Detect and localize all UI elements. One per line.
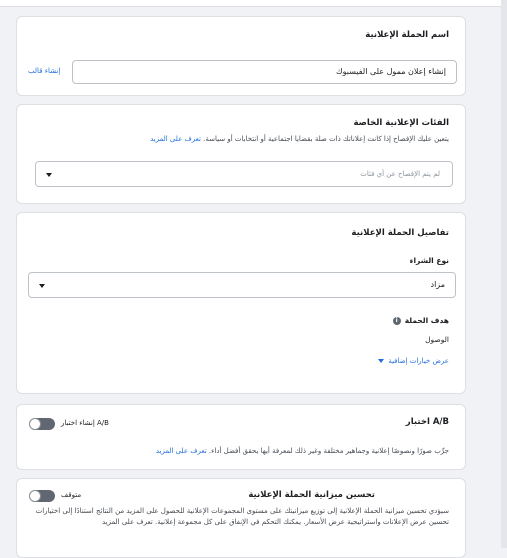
budget-optimization-toggle[interactable] xyxy=(29,490,55,502)
special-categories-card xyxy=(16,104,466,204)
objective-value: الوصول xyxy=(425,335,449,344)
campaign-name-input[interactable] xyxy=(72,60,457,84)
create-template-link[interactable]: إنشاء قالب xyxy=(28,67,61,75)
ab-test-heading xyxy=(406,417,449,427)
special-categories-description xyxy=(29,135,449,143)
more-options-row[interactable] xyxy=(378,357,449,365)
buy-type-select[interactable] xyxy=(28,272,456,298)
campaign-details-card xyxy=(16,212,466,394)
budget-optimization-description: سيؤدي تحسين ميزانية الحملة الإعلانية إلى توزيع ميزانيتك على مستوى المجموعات الإعلانية للحصول على المزيد من النتائج استنادًا إلى اختيارات تحسين عرض الإعلانات واستراتيجية عرض الأسعار. يمكنك التحكم في الإنفاق على كل مجموعة إعلانية. تعرف على المزيد xyxy=(35,507,449,526)
special-categories-placeholder: لم يتم الإفصاح عن أي فئات xyxy=(360,170,440,178)
campaign-name-value: إنشاء إعلان ممول على الفيسبوك xyxy=(336,67,446,76)
more-options-link[interactable]: عرض خيارات إضافية xyxy=(388,357,449,365)
budget-optimization-card xyxy=(16,478,466,558)
chevron-down-icon xyxy=(46,173,52,177)
chevron-down-icon xyxy=(39,284,45,288)
ab-test-toggle-label: إنشاء اختبار A/B xyxy=(61,419,109,427)
chevron-down-icon xyxy=(378,359,384,363)
budget-optimization-status: متوقف xyxy=(61,491,82,499)
campaign-details-heading: تفاصيل الحملة الإعلانية xyxy=(351,228,449,238)
buy-type-value: مزاد xyxy=(430,280,445,289)
ab-test-toggle[interactable] xyxy=(29,418,55,430)
scrollbar-track[interactable] xyxy=(501,0,507,548)
objective-label: هدف الحملة xyxy=(404,316,449,325)
objective-label-row xyxy=(393,316,449,325)
special-categories-learn-more[interactable]: تعرف على المزيد xyxy=(150,135,201,143)
info-icon[interactable]: i xyxy=(393,317,401,325)
special-categories-select[interactable] xyxy=(35,161,453,187)
buy-type-label: نوع الشراء xyxy=(409,256,449,265)
ab-test-heading-text: اختبار A/B xyxy=(405,417,449,427)
ab-test-description xyxy=(29,447,449,455)
special-categories-heading: الفئات الإعلانية الخاصة xyxy=(353,118,449,128)
campaign-name-heading: اسم الحملة الإعلانية xyxy=(365,30,449,40)
toggle-knob xyxy=(29,418,41,430)
campaign-name-card xyxy=(16,16,466,96)
budget-optimization-heading: تحسين ميزانية الحملة الإعلانية xyxy=(248,490,375,500)
ab-test-card xyxy=(16,404,466,470)
ab-test-description-text: جرِّب صورًا ونصوصًا إعلانية وجماهير مختلفة وغير ذلك لمعرفة أيها يحقق أفضل أداء. xyxy=(208,447,449,455)
ab-test-learn-more[interactable]: تعرف على المزيد xyxy=(155,447,207,455)
special-categories-description-text: يتعين عليك الإفصاح إذا كانت إعلاناتك ذات صلة بقضايا اجتماعية أو انتخابات أو سياسة. xyxy=(203,135,449,143)
top-bar xyxy=(0,0,507,7)
toggle-knob xyxy=(29,490,41,502)
